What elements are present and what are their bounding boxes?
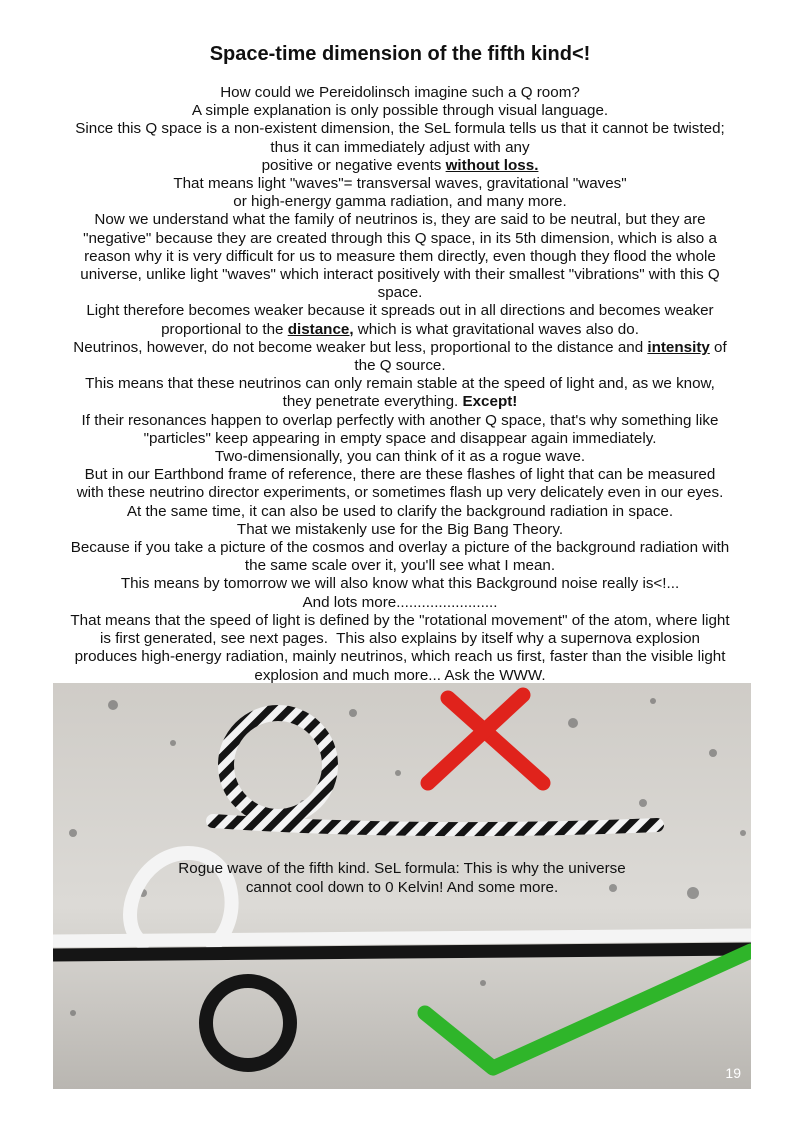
body-line bbox=[46, 193, 754, 211]
text-run: the Q source. bbox=[354, 357, 446, 375]
body-line bbox=[46, 248, 754, 266]
body-line bbox=[46, 84, 754, 102]
text-run: they penetrate everything. bbox=[282, 393, 463, 411]
body-line bbox=[46, 157, 754, 175]
text-run: proportional to the bbox=[161, 320, 288, 338]
text-run: distance, bbox=[287, 320, 354, 338]
text-run: universe, unlike light "waves" which interact positively with their smallest "vibrations" with this Q bbox=[80, 266, 720, 284]
body-line bbox=[46, 594, 754, 612]
text-run: Light therefore becomes weaker because it spreads out in all directions and becomes weaker bbox=[86, 302, 714, 320]
body-line bbox=[46, 230, 754, 248]
text-run: explosion and much more... Ask the WWW. bbox=[254, 666, 546, 684]
body-line bbox=[46, 339, 754, 357]
body-line bbox=[46, 357, 754, 375]
body-line bbox=[46, 393, 754, 411]
text-run: with these neutrino director experiments, or sometimes flash up very delicately even in our eyes. bbox=[76, 484, 724, 502]
text-run: intensity bbox=[647, 338, 710, 356]
illustration-photo bbox=[53, 683, 751, 1089]
caption-line: Rogue wave of the fifth kind. SeL formula: This is why the universe bbox=[178, 860, 626, 877]
body-line bbox=[46, 321, 754, 339]
body-line bbox=[46, 466, 754, 484]
text-run: "negative" because they are created through this Q space, in its 5th dimension, which is also a bbox=[83, 229, 717, 247]
body-line bbox=[46, 648, 754, 666]
text-run: reason why it is very difficult for us to measure them directly, even though they flood the whole bbox=[84, 247, 716, 265]
page-title: Space-time dimension of the fifth kind<! bbox=[209, 43, 591, 65]
text-run: This means that these neutrinos can only remain stable at the speed of light and, as we know, bbox=[85, 375, 715, 393]
page-number: 19 bbox=[725, 1065, 741, 1081]
striped-cord bbox=[213, 821, 657, 829]
body-line bbox=[46, 557, 754, 575]
body-line bbox=[46, 575, 754, 593]
text-run: produces high-energy radiation, mainly neutrinos, which reach us first, faster than the visible light bbox=[74, 648, 726, 666]
text-run: of bbox=[709, 338, 727, 356]
text-run: space. bbox=[377, 284, 423, 302]
body-line bbox=[46, 612, 754, 630]
text-run: That means that the speed of light is defined by the "rotational movement" of the atom, where light bbox=[70, 611, 730, 629]
body-line bbox=[46, 284, 754, 302]
body-line bbox=[46, 102, 754, 120]
body-line bbox=[46, 175, 754, 193]
text-run: A simple explanation is only possible through visual language. bbox=[191, 102, 609, 120]
text-run: At the same time, it can also be used to clarify the background radiation in space. bbox=[126, 502, 674, 520]
text-run: without loss. bbox=[445, 156, 539, 174]
text-run: And lots more........................ bbox=[302, 593, 498, 611]
text-run: If their resonances happen to overlap perfectly with another Q space, that's why something like bbox=[81, 411, 719, 429]
body-text bbox=[46, 84, 754, 685]
body-line bbox=[46, 139, 754, 157]
text-run: Two-dimensionally, you can think of it as a rogue wave. bbox=[214, 448, 586, 466]
text-run: That we mistakenly use for the Big Bang Theory. bbox=[236, 520, 564, 538]
text-run: which is what gravitational waves also do. bbox=[353, 320, 639, 338]
white-cord bbox=[53, 935, 751, 941]
text-run: the same scale over it, you'll see what I mean. bbox=[244, 557, 556, 575]
body-line bbox=[46, 539, 754, 557]
text-run: thus it can immediately adjust with any bbox=[270, 138, 530, 156]
text-run: But in our Earthbond frame of reference, there are these flashes of light that can be measured bbox=[84, 466, 716, 484]
text-run: Except! bbox=[462, 393, 518, 411]
body-line bbox=[46, 211, 754, 229]
text-run: "particles" keep appearing in empty space and disappear again immediately. bbox=[143, 429, 657, 447]
body-line bbox=[46, 120, 754, 138]
body-line bbox=[46, 484, 754, 502]
text-run: How could we Pereidolinsch imagine such a Q room? bbox=[220, 84, 580, 101]
text-run: Now we understand what the family of neutrinos is, they are said to be neutral, but they are bbox=[94, 211, 706, 229]
body-line bbox=[46, 503, 754, 521]
text-run: is first generated, see next pages. This also explains by itself why a supernova explosion bbox=[100, 630, 700, 648]
text-run: Since this Q space is a non-existent dimension, the SeL formula tells us that it cannot be twisted; bbox=[75, 120, 725, 138]
text-run: That means light "waves"= transversal waves, gravitational "waves" bbox=[173, 175, 627, 193]
body-line bbox=[46, 375, 754, 393]
body-line bbox=[46, 448, 754, 466]
body-line bbox=[46, 430, 754, 448]
text-run: positive or negative events bbox=[261, 156, 446, 174]
body-line bbox=[46, 302, 754, 320]
body-line bbox=[46, 630, 754, 648]
text-run: Because if you take a picture of the cosmos and overlay a picture of the background radiation with bbox=[70, 539, 730, 557]
text-run: This means by tomorrow we will also know what this Background noise really is<!... bbox=[120, 575, 680, 593]
text-run: Neutrinos, however, do not become weaker but less, proportional to the distance and bbox=[73, 338, 648, 356]
body-line bbox=[46, 266, 754, 284]
body-line bbox=[46, 412, 754, 430]
caption-line: cannot cool down to 0 Kelvin! And some more. bbox=[245, 879, 559, 896]
photo-caption bbox=[53, 859, 751, 897]
body-line bbox=[46, 667, 754, 685]
body-line bbox=[46, 521, 754, 539]
text-run: or high-energy gamma radiation, and many more. bbox=[233, 193, 567, 211]
black-cord bbox=[53, 949, 751, 955]
